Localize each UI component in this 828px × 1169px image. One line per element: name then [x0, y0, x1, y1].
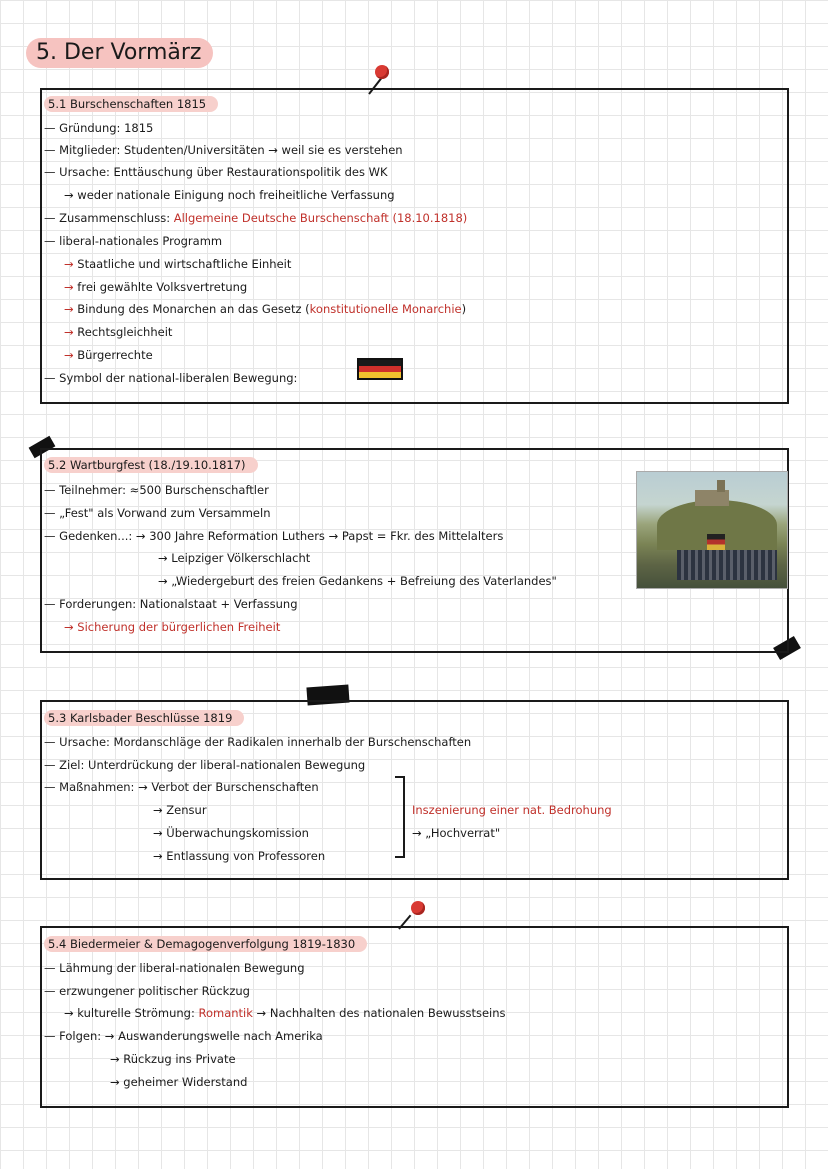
text-line: — Ursache: Enttäuschung über Restaurationspolitik des WK — [44, 165, 388, 179]
section-heading: 5.1 Burschenschaften 1815 — [44, 96, 218, 112]
text-line: → Sicherung der bürgerlichen Freiheit — [64, 620, 281, 634]
text-line: — „Fest" als Vorwand zum Versammeln — [44, 506, 271, 520]
text-line: — Zusammenschluss: Allgemeine Deutsche Burschenschaft (18.10.1818) — [44, 211, 468, 225]
section-heading: 5.3 Karlsbader Beschlüsse 1819 — [44, 710, 244, 726]
text-line: — Ursache: Mordanschläge der Radikalen innerhalb der Burschenschaften — [44, 735, 472, 749]
arrow-icon: → — [64, 348, 74, 362]
list-item: → Bürgerrechte — [64, 348, 153, 362]
text-line: → Entlassung von Professoren — [153, 849, 326, 863]
german-flag-icon — [357, 358, 403, 380]
text-line: → „Wiedergeburt des freien Gedankens + Befreiung des Vaterlandes" — [158, 574, 557, 588]
highlight-text: Allgemeine Deutsche Burschenschaft (18.10.1818) — [173, 211, 468, 225]
highlight-text: Inszenierung einer nat. Bedrohung — [412, 803, 612, 817]
arrow-icon: → — [64, 620, 74, 634]
wartburg-illustration — [636, 471, 788, 589]
arrow-icon: → — [64, 325, 74, 339]
text-line: — Gedenken...: → 300 Jahre Reformation Luthers → Papst = Fkr. des Mittelalters — [44, 529, 504, 543]
arrow-icon: → — [64, 257, 74, 271]
text-line: → Rückzug ins Private — [110, 1052, 236, 1066]
text-line: → geheimer Widerstand — [110, 1075, 248, 1089]
text-line: → Überwachungskomission — [153, 826, 309, 840]
text-line: — Symbol der national-liberalen Bewegung: — [44, 371, 298, 385]
text-line: — Mitglieder: Studenten/Universitäten → weil sie es verstehen — [44, 143, 403, 157]
text-line: — Forderungen: Nationalstaat + Verfassung — [44, 597, 298, 611]
text-line: — Folgen: → Auswanderungswelle nach Amerika — [44, 1029, 323, 1043]
text-line: — liberal-nationales Programm — [44, 234, 223, 248]
text-line: — Teilnehmer: ≈500 Burschenschaftler — [44, 483, 269, 497]
text-line: → „Hochverrat" — [412, 826, 501, 840]
section-heading: 5.2 Wartburgfest (18./19.10.1817) — [44, 457, 258, 473]
text-line: → kulturelle Strömung: Romantik → Nachhalten des nationalen Bewusstseins — [64, 1006, 506, 1020]
bracket — [395, 776, 405, 858]
text-line: — Lähmung der liberal-nationalen Bewegung — [44, 961, 305, 975]
text-line: → weder nationale Einigung noch freiheitliche Verfassung — [64, 188, 395, 202]
text-line: — Maßnahmen: → Verbot der Burschenschaften — [44, 780, 319, 794]
pushpin-icon — [411, 901, 425, 915]
arrow-icon: → — [64, 302, 74, 316]
list-item: → Bindung des Monarchen an das Gesetz (konstitutionelle Monarchie) — [64, 302, 467, 316]
list-item: → frei gewählte Volksvertretung — [64, 280, 248, 294]
flag-stripe-gold — [359, 372, 401, 378]
arrow-icon: → — [64, 280, 74, 294]
section-heading: 5.4 Biedermeier & Demagogenverfolgung 1819-1830 — [44, 936, 367, 952]
pushpin-icon — [375, 65, 389, 79]
page-title: 5. Der Vormärz — [26, 38, 213, 68]
list-item: → Rechtsgleichheit — [64, 325, 173, 339]
text-line: — Ziel: Unterdrückung der liberal-nationalen Bewegung — [44, 758, 366, 772]
list-item: → Staatliche und wirtschaftliche Einheit — [64, 257, 292, 271]
highlight-text: Romantik — [198, 1006, 253, 1020]
text-line: → Zensur — [153, 803, 207, 817]
text-line: — Gründung: 1815 — [44, 121, 154, 135]
text-line: — erzwungener politischer Rückzug — [44, 984, 250, 998]
text-line: → Leipziger Völkerschlacht — [158, 551, 311, 565]
